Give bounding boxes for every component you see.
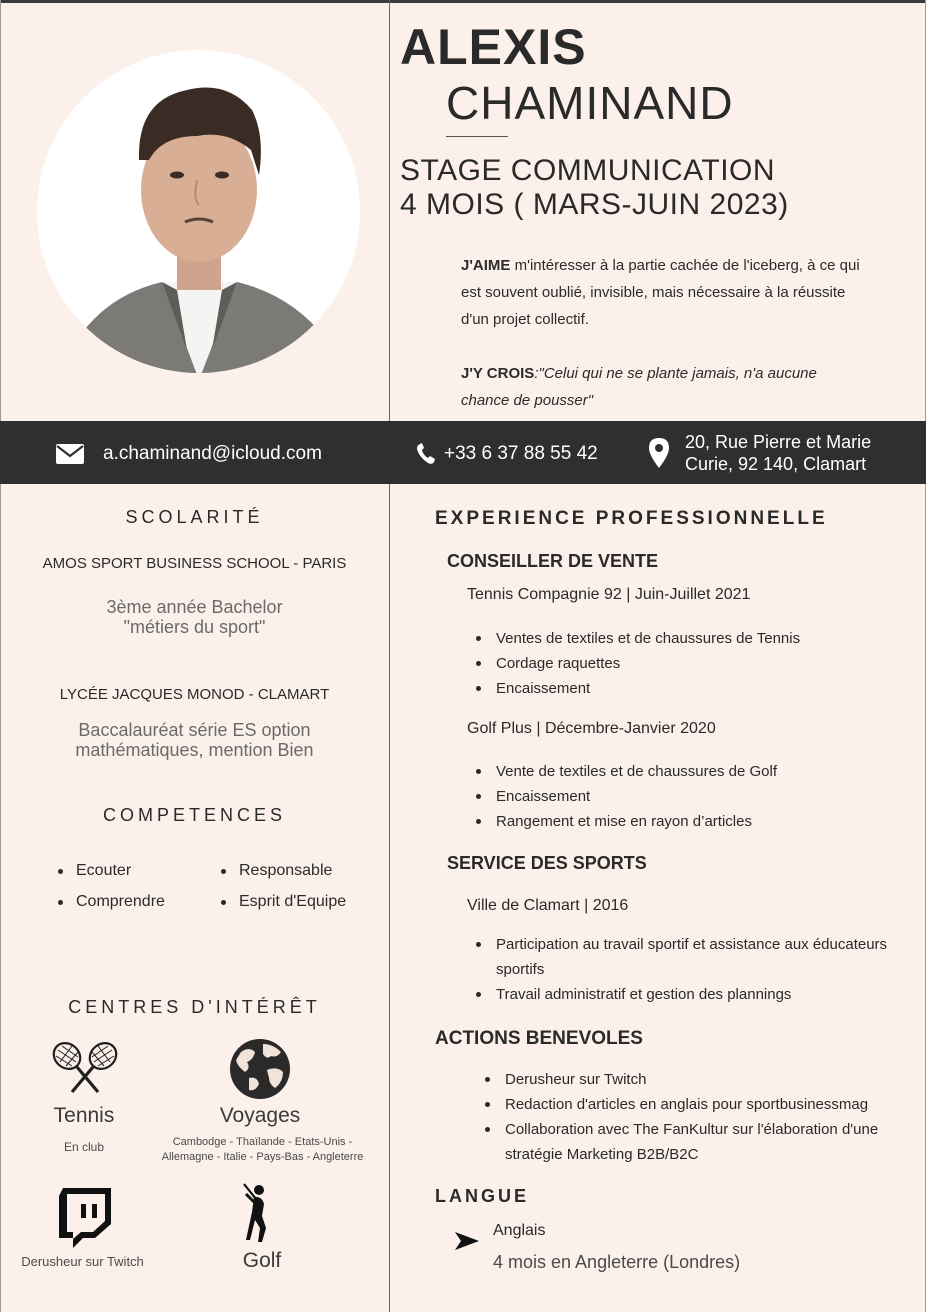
task-list: [467, 759, 777, 834]
top-border: [0, 0, 926, 3]
position-title: [400, 154, 789, 222]
interest-tennis-label: Tennis: [53, 1104, 115, 1127]
degree-line: Baccalauréat série ES option: [78, 720, 311, 740]
position-line-2: 4 MOIS ( MARS-JUIN 2023): [400, 188, 789, 221]
left-border: [0, 0, 1, 1312]
about-section: [461, 252, 861, 414]
about-paragraph: [461, 252, 861, 333]
job-title: CONSEILLER DE VENTE: [447, 551, 659, 571]
email-text: a.chaminand@icloud.com: [103, 443, 322, 464]
interest-golf-label: Golf: [242, 1249, 282, 1272]
skills-heading: COMPETENCES: [102, 805, 287, 825]
volunteer-line: Collaboration avec The FanKultur sur l'élaboration d'une: [505, 1121, 879, 1138]
task-line: sportifs: [496, 961, 545, 978]
school-name: LYCÉE JACQUES MONOD - CLAMART: [59, 686, 330, 703]
tennis-rackets-icon: [50, 1040, 120, 1096]
company-line: Tennis Compagnie 92 | Juin-Juillet 2021: [467, 586, 751, 603]
school-name: AMOS SPORT BUSINESS SCHOOL - PARIS: [42, 555, 347, 572]
interest-twitch-sub: Derusheur sur Twitch: [21, 1254, 144, 1269]
skill-item: Esprit d'Equipe: [219, 886, 346, 917]
volunteer-item: Redaction d'articles en anglais pour sportbusinessmag: [476, 1092, 916, 1117]
degree-line: 3ème année Bachelor: [106, 597, 283, 617]
skill-item: Comprendre: [56, 886, 165, 917]
skill-item: Responsable: [219, 855, 346, 886]
phone-contact[interactable]: [416, 442, 598, 465]
belief-text: :"Celui qui ne se plante jamais, n'a aucune chance de pousser": [461, 365, 817, 409]
interests-heading: CENTRES D'INTÉRÊT: [68, 997, 321, 1017]
interest-travel-countries-2: Allemagne - Italie - Pays-Bas - Angleterre: [161, 1151, 364, 1163]
task-item: Encaissement: [467, 676, 800, 701]
task-item: Rangement et mise en rayon d’articles: [467, 809, 777, 834]
task-line: Participation au travail sportif et assistance aux éducateurs: [496, 936, 888, 953]
about-text: m'intéresser à la partie cachée de l'iceberg, à ce qui est souvent oublié, invisible, mais nécessaire à la réussite d'un projet collectif.: [461, 257, 860, 328]
address-contact: [649, 431, 871, 475]
skills-list-right: [219, 855, 346, 917]
golfer-icon: [240, 1182, 276, 1244]
task-item: Ventes de textiles et de chaussures de Tennis: [467, 626, 800, 651]
portrait-illustration: [37, 50, 360, 373]
contact-band: [0, 421, 926, 484]
volunteer-item: Derusheur sur Twitch: [476, 1067, 916, 1092]
belief-label: J'Y CROIS: [461, 365, 535, 382]
first-name: ALEXIS: [400, 19, 587, 75]
about-label: J'AIME: [461, 257, 511, 274]
degree-line: "métiers du sport": [123, 617, 266, 637]
phone-text: +33 6 37 88 55 42: [444, 443, 598, 464]
globe-icon: [229, 1038, 291, 1100]
task-item: Cordage raquettes: [467, 651, 800, 676]
task-item: Encaissement: [467, 784, 777, 809]
interest-travel-countries-1: Cambodge - Thaïlande - Etats-Unis -: [172, 1136, 353, 1148]
profile-photo: [37, 50, 360, 373]
task-list: [467, 932, 917, 1007]
task-item: [467, 932, 917, 982]
address-line-2: Curie, 92 140, Clamart: [685, 454, 867, 474]
address-line-1: 20, Rue Pierre et Marie: [685, 432, 872, 452]
column-divider: [389, 0, 390, 1312]
degree-line: mathématiques, mention Bien: [75, 740, 314, 760]
company-line: Golf Plus | Décembre-Janvier 2020: [467, 720, 716, 737]
email-contact[interactable]: [56, 442, 322, 465]
last-name: CHAMINAND: [446, 77, 734, 129]
experience-heading: EXPERIENCE PROFESSIONNELLE: [435, 508, 828, 529]
name-divider: [446, 136, 508, 137]
volunteer-heading: ACTIONS BENEVOLES: [435, 1028, 643, 1049]
belief-paragraph: [461, 360, 861, 414]
address-text: [685, 431, 871, 475]
arrow-icon: [455, 1232, 479, 1250]
volunteer-list: [476, 1067, 916, 1167]
skill-item: Ecouter: [56, 855, 165, 886]
job-title: SERVICE DES SPORTS: [447, 853, 647, 873]
language-heading: LANGUE: [435, 1186, 529, 1206]
task-item: Vente de textiles et de chaussures de Golf: [467, 759, 777, 784]
language-detail: 4 mois en Angleterre (Londres): [493, 1252, 741, 1272]
task-item: Travail administratif et gestion des plannings: [467, 982, 917, 1007]
phone-icon: [416, 443, 436, 465]
twitch-icon: [57, 1188, 111, 1248]
volunteer-item: [476, 1117, 916, 1167]
company-line: Ville de Clamart | 2016: [467, 897, 629, 914]
location-pin-icon: [649, 438, 669, 468]
mail-icon: [56, 444, 84, 464]
education-heading: SCOLARITÉ: [125, 507, 264, 527]
interest-tennis-sub: En club: [63, 1140, 105, 1154]
language-name: Anglais: [493, 1222, 546, 1239]
skills-list-left: [56, 855, 165, 917]
interest-travel-label: Voyages: [219, 1104, 301, 1127]
volunteer-line: stratégie Marketing B2B/B2C: [505, 1146, 699, 1163]
task-list: [467, 626, 800, 701]
position-line-1: STAGE COMMUNICATION: [400, 154, 776, 187]
